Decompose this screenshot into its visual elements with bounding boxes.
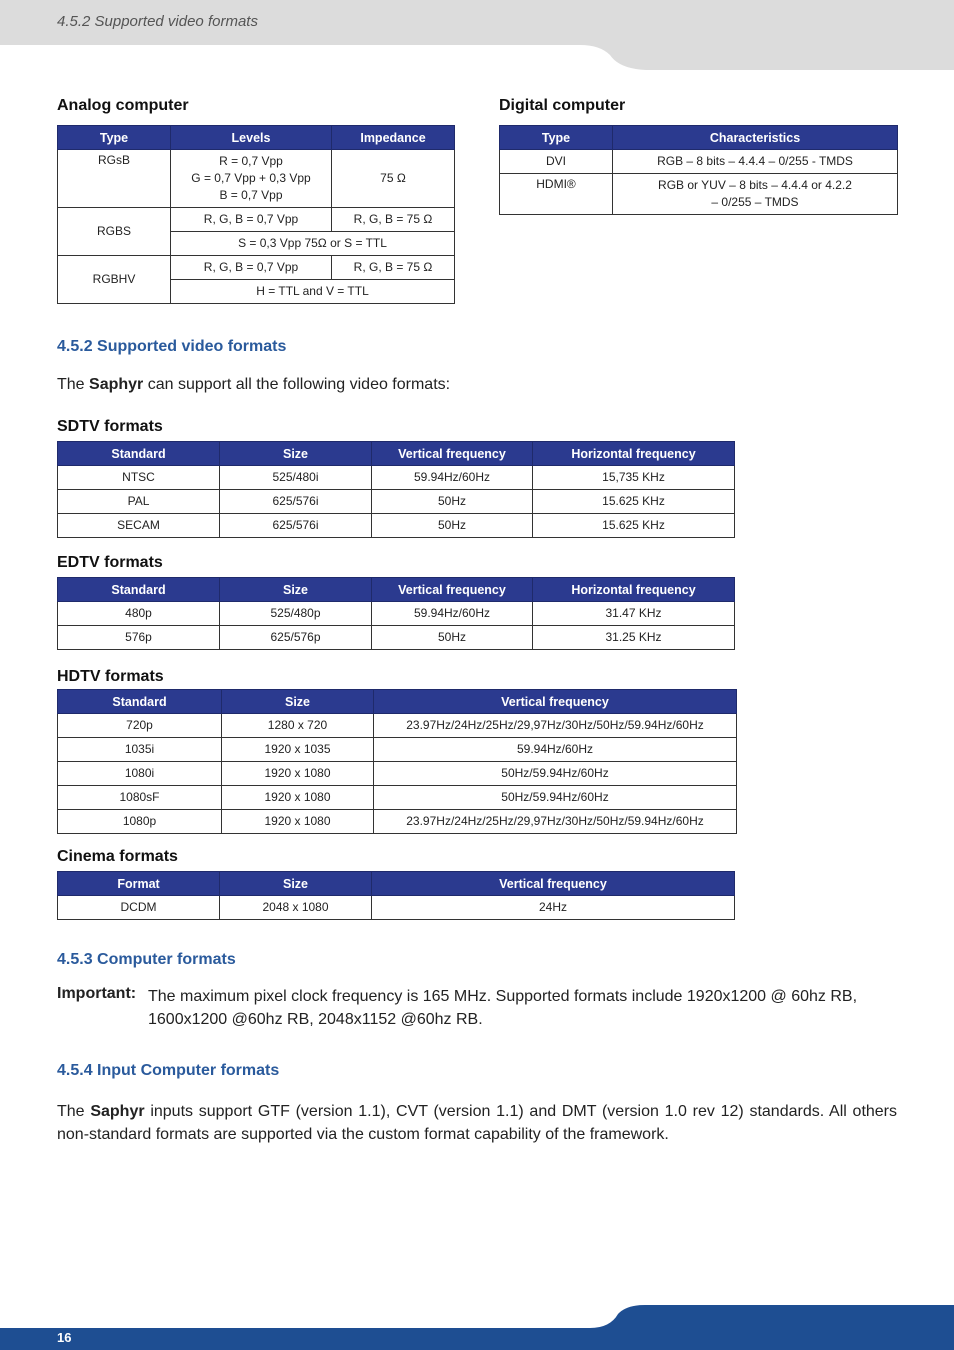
running-header: 4.5.2 Supported video formats	[57, 13, 258, 30]
section-heading-452: 4.5.2 Supported video formats	[57, 338, 287, 355]
table-cell: SECAM	[58, 514, 220, 538]
table-row	[58, 896, 735, 920]
characteristic-line: – 0/255 – TMDS	[711, 195, 799, 209]
table-cell: HDMI®	[500, 174, 613, 215]
digital-computer-table	[499, 125, 898, 215]
table-cell: 1280 x 720	[222, 714, 374, 738]
table-cell: 1920 x 1080	[222, 762, 374, 786]
table-cell: 576p	[58, 626, 220, 650]
table-row	[58, 490, 735, 514]
table-cell	[171, 150, 332, 208]
page-header-band	[0, 0, 954, 70]
body-text: The	[57, 1103, 91, 1120]
col-header: Type	[58, 126, 171, 150]
col-header: Standard	[58, 578, 220, 602]
characteristic-line: RGB or YUV – 8 bits – 4.4.4 or 4.2.2	[658, 178, 852, 192]
table-row	[58, 626, 735, 650]
table-cell: 50Hz	[372, 626, 533, 650]
body-text: inputs support GTF (version 1.1), CVT (version 1.1) and DMT (version 1.0 rev 12) standards. All others non-standard formats are supported via the custom format capability of the framework.	[57, 1103, 898, 1143]
table-cell: 75 Ω	[332, 150, 455, 208]
table-cell: 31.47 KHz	[533, 602, 735, 626]
level-line: G = 0,7 Vpp + 0,3 Vpp	[191, 171, 311, 185]
col-header: Horizontal frequency	[533, 578, 735, 602]
col-header: Size	[220, 442, 372, 466]
cinema-heading: Cinema formats	[57, 848, 178, 865]
table-cell: 1920 x 1080	[222, 786, 374, 810]
col-header: Size	[220, 578, 372, 602]
table-cell: 31.25 KHz	[533, 626, 735, 650]
table-cell: 15.625 KHz	[533, 514, 735, 538]
brand-name: Saphyr	[89, 376, 144, 393]
hdtv-heading: HDTV formats	[57, 668, 164, 685]
intro-text: The	[57, 376, 90, 393]
sdtv-heading: SDTV formats	[57, 418, 163, 435]
table-cell: 50Hz	[372, 514, 533, 538]
table-cell: RGBS	[58, 208, 171, 256]
table-cell: 15,735 KHz	[533, 466, 735, 490]
col-header: Characteristics	[613, 126, 898, 150]
section-452-intro	[57, 373, 897, 396]
table-row	[58, 762, 737, 786]
table-cell: 1080i	[58, 762, 222, 786]
col-header: Vertical frequency	[372, 872, 735, 896]
important-text: The maximum pixel clock frequency is 165 MHz. Supported formats include 1920x1200 @ 60hz RB, 1600x1200 @60hz RB, 2048x1152 @60hz RB.	[148, 988, 858, 1028]
table-cell: S = 0,3 Vpp 75Ω or S = TTL	[171, 232, 455, 256]
table-cell: DVI	[500, 150, 613, 174]
analog-computer-heading: Analog computer	[57, 97, 189, 114]
edtv-table	[57, 577, 735, 650]
intro-text: can support all the following video formats:	[143, 376, 451, 393]
table-cell: 59.94Hz/60Hz	[372, 602, 533, 626]
important-label: Important:	[57, 985, 137, 1002]
analog-computer-table	[57, 125, 455, 304]
table-cell: 59.94Hz/60Hz	[372, 466, 533, 490]
table-cell: RGB – 8 bits – 4.4.4 – 0/255 - TMDS	[613, 150, 898, 174]
table-row	[58, 514, 735, 538]
level-line: B = 0,7 Vpp	[219, 188, 283, 202]
section-454-text	[57, 1100, 897, 1146]
table-row	[58, 810, 737, 834]
table-cell: H = TTL and V = TTL	[171, 280, 455, 304]
page-footer-band	[0, 1300, 954, 1350]
table-cell: NTSC	[58, 466, 220, 490]
table-cell: 625/576i	[220, 514, 372, 538]
col-header: Impedance	[332, 126, 455, 150]
section-heading-454: 4.5.4 Input Computer formats	[57, 1062, 280, 1079]
table-cell: 15.625 KHz	[533, 490, 735, 514]
brand-name: Saphyr	[90, 1103, 145, 1120]
table-cell: 24Hz	[372, 896, 735, 920]
col-header: Horizontal frequency	[533, 442, 735, 466]
table-cell: 1920 x 1080	[222, 810, 374, 834]
edtv-heading: EDTV formats	[57, 554, 163, 571]
table-cell: 1920 x 1035	[222, 738, 374, 762]
cinema-table	[57, 871, 735, 920]
col-header: Type	[500, 126, 613, 150]
table-cell: 1035i	[58, 738, 222, 762]
col-header: Vertical frequency	[372, 442, 533, 466]
table-row	[58, 738, 737, 762]
table-cell: 2048 x 1080	[220, 896, 372, 920]
table-cell: 525/480i	[220, 466, 372, 490]
col-header: Format	[58, 872, 220, 896]
digital-computer-heading: Digital computer	[499, 97, 626, 114]
table-cell: R, G, B = 75 Ω	[332, 256, 455, 280]
col-header: Vertical frequency	[372, 578, 533, 602]
col-header: Levels	[171, 126, 332, 150]
table-cell: 525/480p	[220, 602, 372, 626]
col-header: Standard	[58, 690, 222, 714]
table-cell	[613, 174, 898, 215]
table-cell: RGBHV	[58, 256, 171, 304]
table-cell: RGsB	[58, 150, 171, 208]
table-cell: 625/576p	[220, 626, 372, 650]
section-heading-453: 4.5.3 Computer formats	[57, 951, 236, 968]
table-row	[58, 466, 735, 490]
table-cell: R, G, B = 0,7 Vpp	[171, 208, 332, 232]
col-header: Vertical frequency	[374, 690, 737, 714]
page-number: 16	[57, 1330, 72, 1345]
col-header: Size	[222, 690, 374, 714]
table-cell: R, G, B = 75 Ω	[332, 208, 455, 232]
table-cell: R, G, B = 0,7 Vpp	[171, 256, 332, 280]
table-cell: 625/576i	[220, 490, 372, 514]
table-row	[58, 602, 735, 626]
table-cell: 1080p	[58, 810, 222, 834]
sdtv-table	[57, 441, 735, 538]
table-cell: DCDM	[58, 896, 220, 920]
table-cell: 59.94Hz/60Hz	[374, 738, 737, 762]
table-cell: 50Hz	[372, 490, 533, 514]
table-cell: 720p	[58, 714, 222, 738]
table-cell: 23.97Hz/24Hz/25Hz/29,97Hz/30Hz/50Hz/59.94Hz/60Hz	[374, 810, 737, 834]
col-header: Standard	[58, 442, 220, 466]
table-row	[58, 786, 737, 810]
table-cell: 50Hz/59.94Hz/60Hz	[374, 762, 737, 786]
table-cell: 50Hz/59.94Hz/60Hz	[374, 786, 737, 810]
col-header: Size	[220, 872, 372, 896]
table-cell: 480p	[58, 602, 220, 626]
level-line: R = 0,7 Vpp	[219, 154, 283, 168]
table-cell: PAL	[58, 490, 220, 514]
table-cell: 1080sF	[58, 786, 222, 810]
table-cell: 23.97Hz/24Hz/25Hz/29,97Hz/30Hz/50Hz/59.94Hz/60Hz	[374, 714, 737, 738]
hdtv-table	[57, 689, 737, 834]
table-row	[58, 714, 737, 738]
